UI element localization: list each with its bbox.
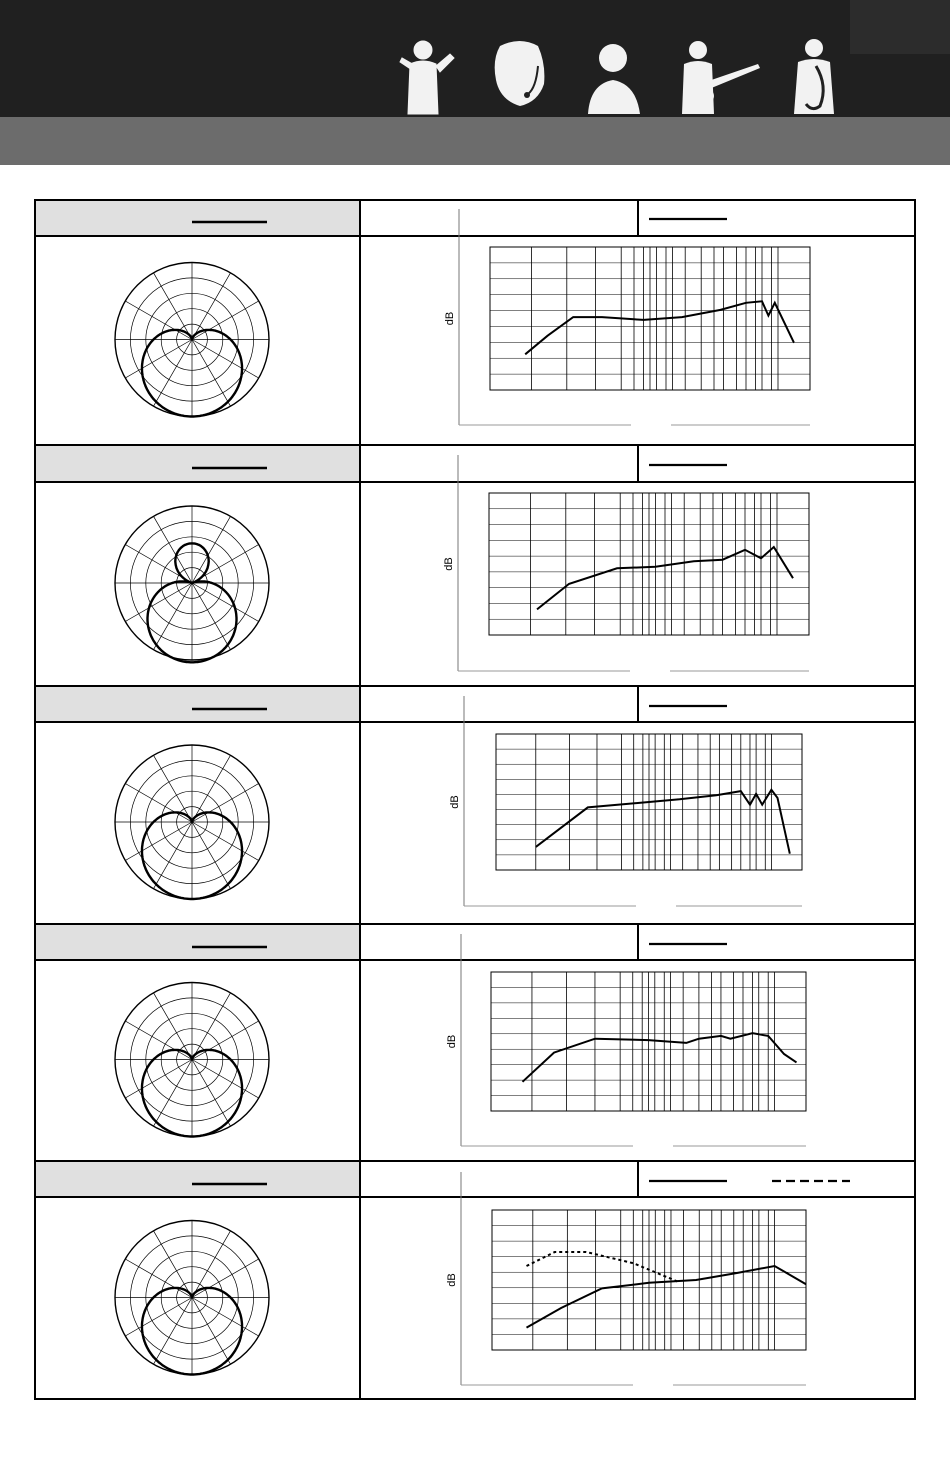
- header-corner-tab: [850, 0, 950, 54]
- polar-spoke: [192, 1298, 259, 1337]
- spec-table-drawing: [34, 199, 916, 1400]
- polar-spoke: [192, 516, 231, 583]
- spec-table: [34, 199, 916, 1400]
- polar-spoke: [125, 784, 192, 823]
- row-name-cell: [34, 199, 360, 236]
- row-name-cell: [34, 1161, 360, 1197]
- freq-db-label: dB: [443, 557, 455, 571]
- polar-spoke: [125, 1298, 192, 1337]
- polar-spoke: [192, 340, 231, 407]
- polar-spoke: [192, 822, 259, 861]
- freq-db-label: dB: [446, 1273, 458, 1287]
- guitarist-icon: [682, 41, 760, 114]
- spec-row-4: [34, 924, 916, 1146]
- spec-row-2: [34, 445, 916, 671]
- freq-response-curve: [536, 790, 790, 854]
- polar-spoke: [192, 583, 259, 622]
- polar-spoke: [125, 1060, 192, 1099]
- freq-response-curve: [523, 1033, 797, 1082]
- spec-row-3: [34, 686, 916, 906]
- spec-row-5: [34, 1161, 916, 1385]
- polar-spoke: [125, 301, 192, 340]
- polar-spoke: [125, 583, 192, 622]
- polar-spoke: [192, 822, 231, 889]
- polar-spoke: [192, 1298, 231, 1365]
- saxophonist-icon: [794, 39, 834, 114]
- polar-spoke: [192, 1021, 259, 1060]
- presenter-icon: [588, 44, 640, 114]
- freq-response-curve: [527, 1266, 807, 1328]
- polar-spoke: [154, 822, 193, 889]
- row-name-cell: [34, 924, 360, 960]
- polar-spoke: [192, 301, 259, 340]
- spec-row-1: [34, 199, 916, 425]
- polar-spoke: [125, 822, 192, 861]
- polar-spoke: [125, 1021, 192, 1060]
- polar-spoke: [154, 516, 193, 583]
- row-name-cell: [34, 686, 360, 722]
- freq-db-label: dB: [449, 795, 461, 809]
- freq-response-curve: [525, 301, 794, 354]
- polar-spoke: [192, 1060, 231, 1127]
- polar-spoke: [192, 583, 231, 650]
- polar-spoke: [125, 1259, 192, 1298]
- freq-db-label: dB: [446, 1034, 458, 1049]
- use-case-figures: [388, 36, 848, 116]
- polar-spoke: [154, 340, 193, 407]
- row-name-cell: [34, 445, 360, 482]
- polar-spoke: [154, 583, 193, 650]
- singer-icon: [400, 41, 454, 114]
- polar-spoke: [154, 1298, 193, 1365]
- polar-spoke: [125, 340, 192, 379]
- polar-spoke: [192, 340, 259, 379]
- freq-response-curve-dashed: [527, 1252, 678, 1281]
- polar-spoke: [192, 784, 259, 823]
- polar-spoke: [192, 1060, 259, 1099]
- header-title-band: [0, 117, 950, 165]
- polar-spoke: [154, 1060, 193, 1127]
- freq-db-label: dB: [444, 311, 456, 326]
- polar-spoke: [192, 1259, 259, 1298]
- headset-speaker-icon: [495, 41, 545, 106]
- table-outer-border: [35, 200, 915, 1399]
